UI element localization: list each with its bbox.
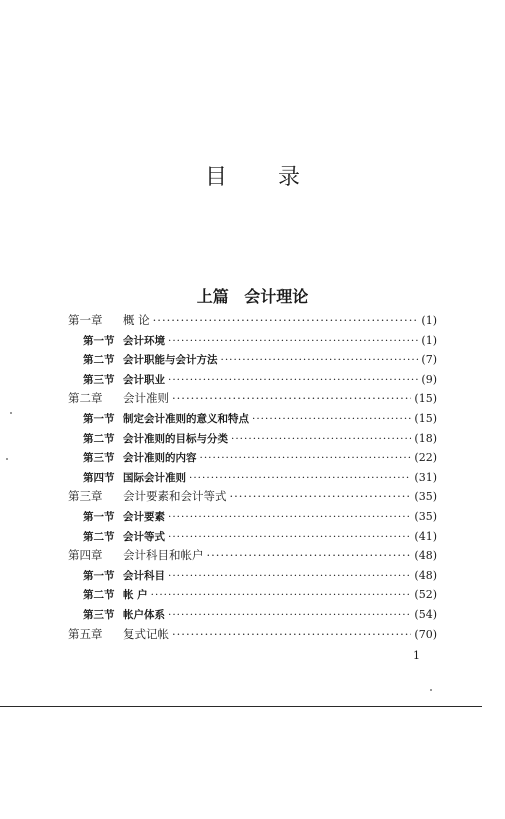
toc-entry-page: (48) <box>414 568 437 582</box>
toc-section-row <box>68 468 437 488</box>
toc-dot-leader <box>151 586 412 606</box>
page-number: 1 <box>413 649 420 662</box>
toc-entry-number: 第一章 <box>68 313 103 327</box>
toc-entry-page: (15) <box>414 411 437 425</box>
toc-entry-page: (22) <box>414 451 437 465</box>
toc-entry-title: 会计要素和会计等式 <box>123 489 227 504</box>
toc-entry-page: (35) <box>414 490 437 504</box>
toc-entry-title: 会计准则的目标与分类 <box>123 432 228 445</box>
table-of-contents <box>68 311 437 644</box>
toc-dot-leader <box>230 487 412 507</box>
toc-section-row <box>68 350 437 370</box>
toc-entry-number: 第一节 <box>83 334 115 347</box>
toc-entry-number: 第一节 <box>83 510 115 523</box>
toc-entry-title: 会计科目 <box>123 569 165 582</box>
toc-dot-leader <box>189 469 411 489</box>
toc-entry-page: (18) <box>414 431 437 445</box>
toc-dot-leader <box>231 430 411 450</box>
toc-section-row <box>68 370 437 390</box>
toc-entry-page: (41) <box>414 529 437 543</box>
toc-dot-leader <box>207 546 412 566</box>
toc-entry-title: 帐户体系 <box>123 608 165 621</box>
toc-dot-leader <box>172 389 411 409</box>
toc-entry-page: (7) <box>421 353 437 367</box>
scan-speck <box>6 458 8 460</box>
toc-entry-title: 会计要素 <box>123 510 165 523</box>
toc-dot-leader <box>221 351 419 371</box>
toc-entry-number: 第二节 <box>83 432 115 445</box>
toc-entry-page: (31) <box>414 470 437 484</box>
toc-entry-number: 第一节 <box>83 569 115 582</box>
toc-entry-number: 第三节 <box>83 452 115 465</box>
toc-section-row <box>68 605 437 625</box>
toc-entry-page: (1) <box>421 333 437 347</box>
toc-entry-title: 会计准则的内容 <box>123 452 197 465</box>
toc-entry-page: (48) <box>414 549 437 563</box>
toc-entry-number: 第三节 <box>83 608 115 621</box>
toc-entry-number: 第四节 <box>83 471 115 484</box>
toc-chapter-row <box>68 487 437 507</box>
toc-entry-title: 制定会计准则的意义和特点 <box>123 412 249 425</box>
toc-entry-number: 第二节 <box>83 530 115 543</box>
toc-entry-title: 会计职业 <box>123 373 165 386</box>
toc-dot-leader <box>168 332 418 352</box>
toc-section-row <box>68 585 437 605</box>
toc-entry-title: 国际会计准则 <box>123 471 186 484</box>
toc-entry-number: 第一节 <box>83 412 115 425</box>
toc-section-row <box>68 448 437 468</box>
toc-dot-leader <box>168 528 411 548</box>
toc-section-row <box>68 566 437 586</box>
toc-dot-leader <box>200 449 412 469</box>
toc-entry-page: (70) <box>414 627 437 641</box>
toc-dot-leader <box>168 567 411 587</box>
toc-dot-leader <box>172 625 411 645</box>
toc-entry-title: 会计职能与会计方法 <box>123 354 218 367</box>
toc-entry-page: (15) <box>414 392 437 406</box>
toc-entry-number: 第五章 <box>68 626 103 641</box>
scan-speck <box>430 689 432 691</box>
toc-section-row <box>68 331 437 351</box>
toc-chapter-row <box>68 546 437 566</box>
part-title: 上篇 会计理论 <box>196 287 309 306</box>
toc-entry-number: 第三章 <box>68 489 103 504</box>
toc-entry-title: 会计环境 <box>123 334 165 347</box>
toc-dot-leader <box>153 311 419 331</box>
toc-entry-title: 会计准则 <box>123 391 169 406</box>
toc-section-row <box>68 409 437 429</box>
toc-entry-page: (1) <box>421 314 437 327</box>
toc-entry-title: 帐 户 <box>123 589 148 602</box>
toc-entry-page: (9) <box>421 372 437 386</box>
toc-dot-leader <box>168 606 411 626</box>
toc-entry-number: 第二节 <box>83 589 115 602</box>
toc-entry-number: 第四章 <box>68 548 103 563</box>
toc-entry-number: 第二节 <box>83 354 115 367</box>
toc-entry-page: (52) <box>414 588 437 602</box>
toc-section-row <box>68 527 437 547</box>
toc-chapter-row <box>68 311 437 331</box>
toc-dot-leader <box>252 410 411 430</box>
bottom-rule <box>0 706 482 707</box>
toc-entry-title: 概 论 <box>123 313 150 327</box>
toc-section-row <box>68 507 437 527</box>
toc-entry-page: (54) <box>414 607 437 621</box>
page-title: 目 录 <box>205 165 322 190</box>
toc-entry-title: 复式记帐 <box>123 626 169 641</box>
toc-entry-title: 会计等式 <box>123 530 165 543</box>
toc-chapter-row <box>68 389 437 409</box>
toc-entry-number: 第三节 <box>83 373 115 386</box>
toc-dot-leader <box>168 508 411 528</box>
toc-entry-page: (35) <box>414 509 437 523</box>
toc-section-row <box>68 429 437 449</box>
toc-entry-title: 会计科目和帐户 <box>123 548 204 563</box>
toc-chapter-row <box>68 625 437 645</box>
scan-speck <box>10 412 12 414</box>
toc-entry-number: 第二章 <box>68 391 103 406</box>
toc-dot-leader <box>168 371 418 391</box>
